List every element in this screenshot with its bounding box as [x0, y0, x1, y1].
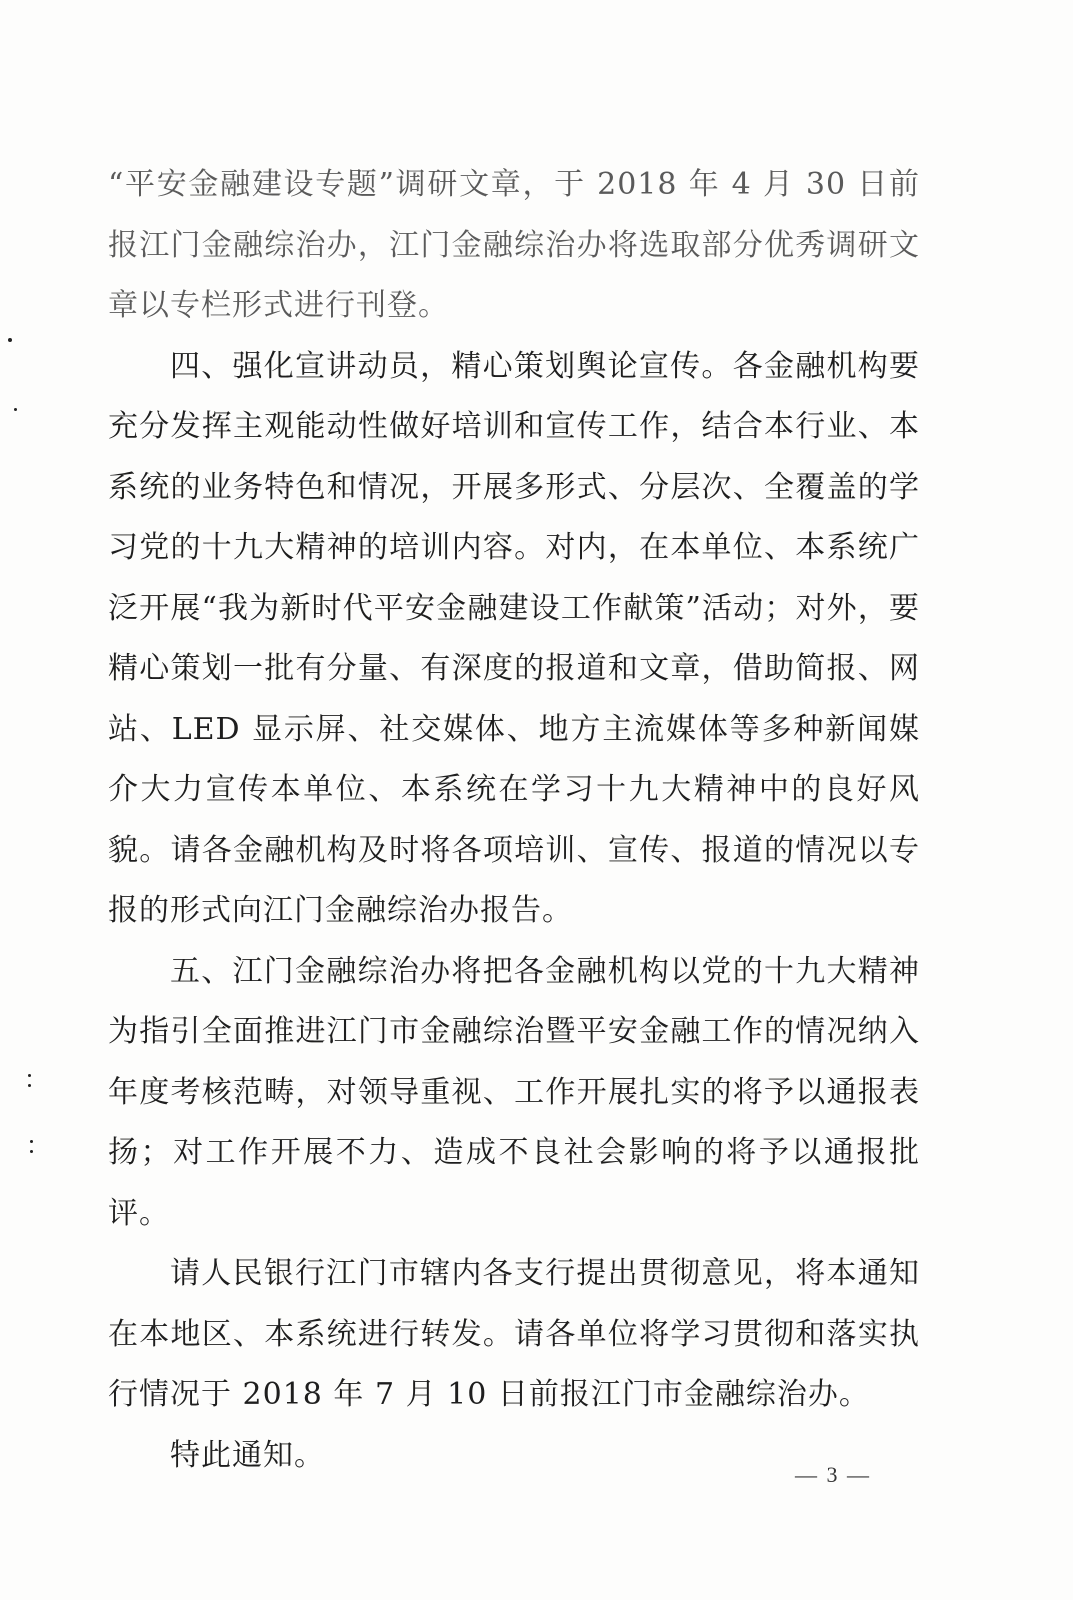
body-text: [108, 155, 920, 1486]
scan-speck: [30, 1140, 33, 1143]
scan-speck: [30, 1150, 33, 1153]
scan-speck: [8, 338, 12, 342]
paragraph-continued: “平安金融建设专题”调研文章，于 2018 年 4 月 30 日前报江门金融综治办，江门金融综治办将选取部分优秀调研文章以专栏形式进行刊登。: [108, 167, 920, 323]
scan-speck: [28, 1074, 31, 1077]
scan-speck: [14, 408, 17, 411]
paragraph-closing: 特此通知。: [170, 1437, 325, 1473]
page-number: — 3 —: [795, 1462, 871, 1487]
paragraph-request: 请人民银行江门市辖内各支行提出贯彻意见，将本通知在本地区、本系统进行转发。请各单位将学习贯彻和落实执行情况于 2018 年 7 月 10 日前报江门市金融综治办。: [108, 1256, 920, 1412]
scan-speck: [28, 1084, 31, 1087]
paragraph-section-four: 四、强化宣讲动员，精心策划舆论宣传。各金融机构要充分发挥主观能动性做好培训和宣传工作，结合本行业、本系统的业务特色和情况，开展多形式、分层次、全覆盖的学习党的十九大精神的培训内容。对内，在本单位、本系统广泛开展“我为新时代平安金融建设工作献策”活动；对外，要精心策划一批有分量、有深度的报道和文章，借助简报、网站、LED 显示屏、社交媒体、地方主流媒体等多种新闻媒介大力宣传本单位、本系统在学习十九大精神中的良好风貌。请各金融机构及时将各项培训、宣传、报道的情况以专报的形式向江门金融综治办报告。: [108, 348, 920, 928]
paragraph-section-five: 五、江门金融综治办将把各金融机构以党的十九大精神为指引全面推进江门市金融综治暨平安金融工作的情况纳入年度考核范畴，对领导重视、工作开展扎实的将予以通报表扬；对工作开展不力、造成不良社会影响的将予以通报批评。: [108, 953, 920, 1231]
